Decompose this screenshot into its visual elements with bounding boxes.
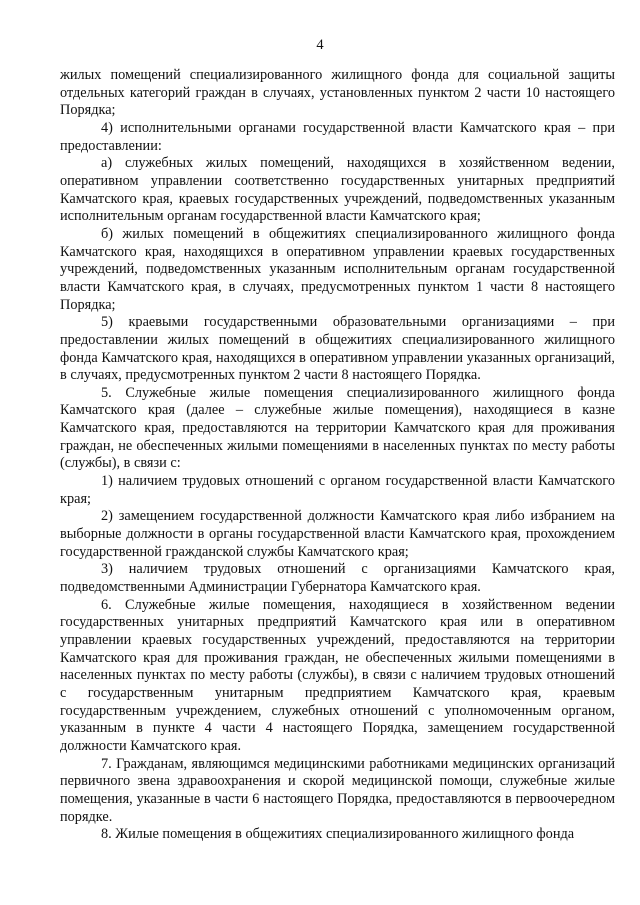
page-number: 4 — [316, 37, 324, 53]
paragraph: а) служебных жилых помещений, находящихся в хозяйственном ведении, оперативном управлении соответственно государственных унитарных предприятий Камчатского края, краевых государственных учреждений, подведомственных указанным исполнительным органам государственной власти Камчатского края; — [60, 155, 615, 225]
paragraph: жилых помещений специализированного жилищного фонда для социальной защиты отдельных категорий граждан в случаях, установленных пунктом 2 части 10 настоящего Порядка; — [60, 67, 615, 119]
paragraph: 6. Служебные жилые помещения, находящиеся в хозяйственном ведении государственных унитарных предприятий Камчатского края или в оперативном управлении краевых государственных учреждений, предоставляются на территории Камчатского края для проживания граждан, не обеспеченных жилыми помещениями в населенных пунктах по месту работы (службы), в связи с наличием трудовых отношений с государственным унитарным предприятием Камчатского края, краевым государственным учреждением, служебных отношений с уполномоченным органом, указанным в пункте 4 части 4 настоящего Порядка, замещением государственной должности Камчатского края. — [60, 596, 615, 754]
paragraph: 8. Жилые помещения в общежитиях специализированного жилищного фонда — [101, 826, 575, 843]
paragraph: 5) краевыми государственными образовательными организациями – при предоставлении жилых помещений в общежитиях специализированного жилищного фонда Камчатского края, находящихся в оперативном управлении указанных организаций, в случаях, предусмотренных пунктом 2 части 8 настоящего Порядка. — [60, 314, 615, 384]
paragraph: 1) наличием трудовых отношений с органом государственной власти Камчатского края; — [60, 473, 615, 507]
paragraph: 5. Служебные жилые помещения специализированного жилищного фонда Камчатского края (далее – служебные жилые помещения), находящиеся в казне Камчатского края, предоставляются на территории Камчатского края для проживания граждан, не обеспеченных жилыми помещениями в населенных пунктах по месту работы (службы), в связи с: — [60, 384, 615, 472]
paragraph: 3) наличием трудовых отношений с организациями Камчатского края, подведомственными Администрации Губернатора Камчатского края. — [60, 561, 615, 596]
document-body — [60, 67, 615, 844]
paragraph: 2) замещением государственной должности Камчатского края либо избранием на выборные должности в органы государственной власти Камчатского края, прохождением государственной гражданской службы Камчатского края; — [60, 508, 615, 560]
paragraph: б) жилых помещений в общежитиях специализированного жилищного фонда Камчатского края, находящихся в оперативном управлении краевых государственных учреждений, подведомственных указанным исполнительным органам государственной власти Камчатского края, в случаях, предусмотренных пунктом 1 части 8 настоящего Порядка; — [60, 225, 615, 313]
paragraph: 4) исполнительными органами государственной власти Камчатского края – при предоставлении: — [60, 119, 615, 154]
paragraph: 7. Гражданам, являющимся медицинскими работниками медицинских организаций первичного звена здравоохранения и скорой медицинской помощи, служебные жилые помещения, указанные в части 6 настоящего Порядка, предоставляются в первоочередном порядке. — [60, 755, 615, 825]
